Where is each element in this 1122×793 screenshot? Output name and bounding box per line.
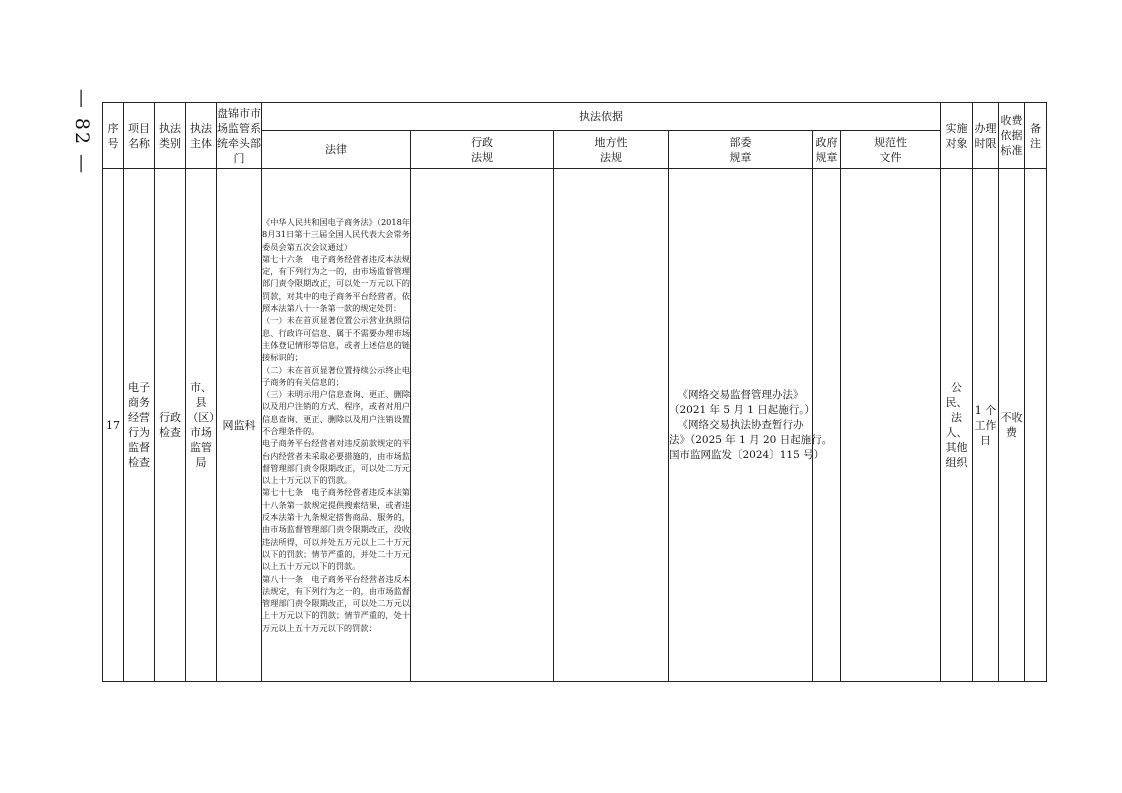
law-paragraph: 第七十七条 电子商务经营者违反本法第十八条第一款规定提供搜索结果，或者违反本法第十九条规定搭售商品、服务的，由市场监督管理部门责令限期改正，没收违法所得，可以并处五万元以上二十万元以下的罚款；情节严重的，并处二十万元以上五十万元以下的罚款。 [262, 487, 410, 572]
department-rule-line: 法》（2025 年 1 月 20 日起施行。 [669, 433, 833, 446]
header-seq: 序号 [103, 103, 124, 169]
cell-target: 公民、法人、其他组织 [941, 169, 973, 682]
cell-gov-rule [813, 169, 841, 682]
header-admin-regulation: 行政法规 [411, 131, 554, 169]
law-paragraph: （二）未在首页显著位置持续公示终止电子商务的有关信息的； [262, 364, 410, 387]
cell-local-regulation [554, 169, 669, 682]
cell-seq: 17 [103, 169, 124, 682]
page-number: — 82 — [71, 88, 93, 176]
header-lead-department: 盘锦市市场监管系统牵头部门 [217, 103, 262, 169]
cell-enforcement-subject: 市、县（区）市场监管局 [186, 169, 217, 682]
cell-fee-basis: 不收费 [999, 169, 1025, 682]
cell-enforcement-type: 行政检查 [155, 169, 186, 682]
cell-time-limit: 1 个工作日 [973, 169, 999, 682]
header-local-regulation: 地方性法规 [554, 131, 669, 169]
law-paragraph: 《中华人民共和国电子商务法》（2018年8月31日第十三届全国人民代表大会常务委员会第五次会议通过） [262, 216, 410, 252]
header-department-rule: 部委规章 [669, 131, 813, 169]
cell-normative-doc [841, 169, 941, 682]
law-paragraph: （三）未明示用户信息查询、更正、删除以及用户注销的方式、程序，或者对用户信息查询、更正、删除以及用户注销设置不合理条件的。 [262, 389, 410, 436]
department-rule-line: 《网络交易监督管理办法》 [677, 388, 804, 401]
law-paragraph: 第八十一条 电子商务平台经营者违反本法规定，有下列行为之一的，由市场监督管理部门责令限期改正，可以处二万元以上十万元以下的罚款；情节严重的，处十万元以上五十万元以下的罚款： [262, 573, 410, 633]
header-fee-basis: 收费依据标准 [999, 103, 1025, 169]
header-legal-basis: 执法依据 [262, 103, 941, 131]
department-rule-line: （2021 年 5 月 1 日起施行。） [669, 403, 816, 416]
cell-department-rule [669, 169, 833, 682]
header-time-limit: 办理时限 [973, 103, 999, 169]
header-remark: 备注 [1025, 103, 1047, 169]
department-rule-line: 《网络交易执法协查暂行办 [677, 418, 804, 431]
header-target: 实施对象 [941, 103, 973, 169]
cell-law [262, 169, 411, 682]
header-enforcement-subject: 执法主体 [186, 103, 217, 169]
header-normative-doc: 规范性文件 [841, 131, 941, 169]
header-item-name: 项目名称 [124, 103, 155, 169]
header-enforcement-type: 执法类别 [155, 103, 186, 169]
cell-remark [1025, 169, 1047, 682]
department-rule-line: 国市监网监发〔2024〕115 号） [669, 448, 825, 461]
cell-admin-regulation [411, 169, 554, 682]
law-paragraph: 电子商务平台经营者对违反前款规定的平台内经营者未采取必要措施的，由市场监督管理部门责令限期改正，可以处二万元以上十万元以下的罚款。 [262, 438, 410, 486]
table-row [103, 169, 1047, 682]
header-law: 法律 [262, 131, 411, 169]
law-paragraph: （一）未在首页显著位置公示营业执照信息、行政许可信息、属于不需要办理市场主体登记情形等信息，或者上述信息的链接标识的； [262, 315, 410, 363]
cell-item-name: 电子商务经营行为监督检查 [124, 169, 155, 682]
enforcement-table [102, 102, 1047, 682]
header-gov-rule: 政府规章 [813, 131, 841, 169]
cell-lead-department: 网监科 [217, 169, 262, 682]
law-paragraph: 第七十六条 电子商务经营者违反本法规定，有下列行为之一的，由市场监督管理部门责令限期改正，可以处一万元以下的罚款，对其中的电子商务平台经营者，依照本法第八十一条第一款的规定处罚： [262, 253, 410, 314]
